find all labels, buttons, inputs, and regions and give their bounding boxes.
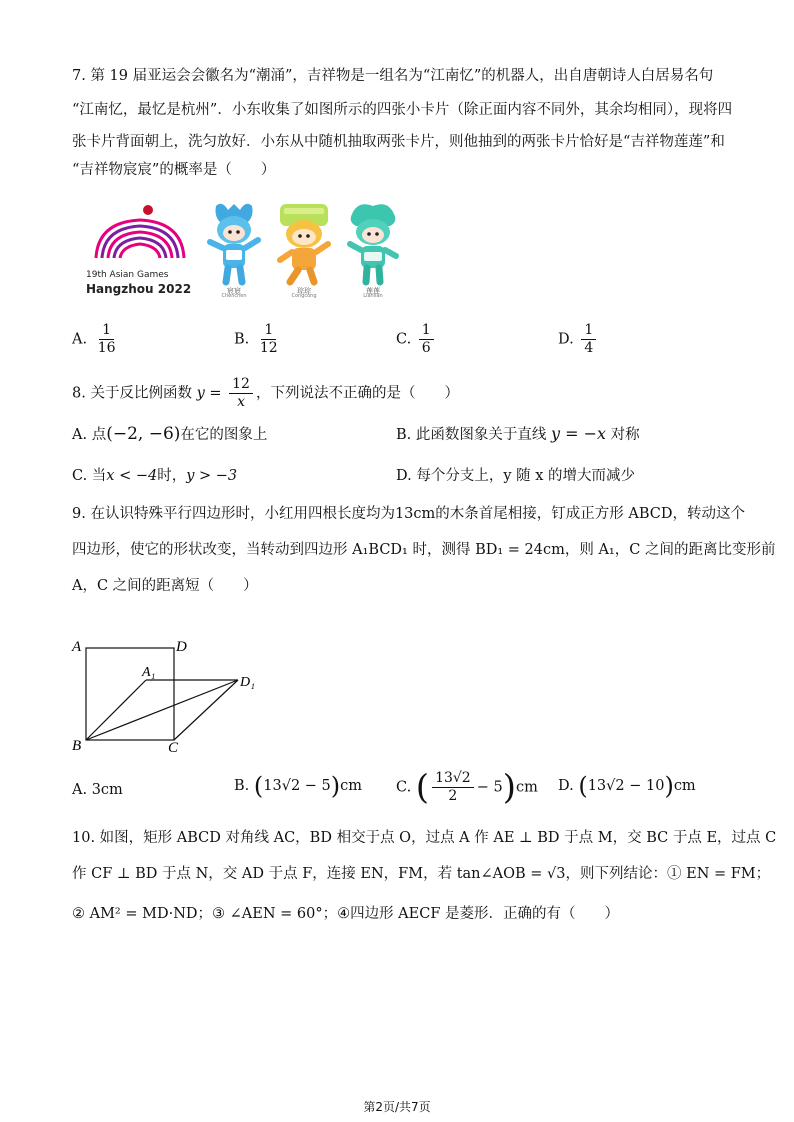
q9-option-a[interactable]: A. 3cm <box>72 782 123 798</box>
q7-option-b[interactable] <box>234 322 284 357</box>
q7-option-a-fraction <box>95 322 119 357</box>
q7-option-d-label: D. <box>558 331 574 348</box>
segment-b-d1 <box>86 680 238 740</box>
q8-option-c-text: C. 当 <box>72 468 107 484</box>
q7-line-2: “江南忆，最忆是杭州”．小东收集了如图所示的四张小卡片（除正面内容不同外，其余均相同），现将四 <box>72 102 733 118</box>
label-d: D <box>176 639 187 655</box>
q9-option-c-num: 13√2 <box>432 770 474 788</box>
q9-option-b[interactable]: B. (13√2 − 5)cm <box>234 772 363 800</box>
q8-func-num: 12 <box>229 376 253 394</box>
q7-option-d[interactable] <box>558 322 599 357</box>
mascot-lianlian-icon <box>340 200 406 286</box>
label-a1: A₁ <box>142 665 156 680</box>
q9-line-2: 四边形，使它的形状改变，当转动到四边形 A₁BCD₁ 时，测得 BD₁ = 24cm，则 A₁，C 之间的距离比变形前 <box>72 542 776 558</box>
mascot-name-lianlian: 莲莲 <box>366 287 380 295</box>
segment-c-d1 <box>174 680 238 740</box>
label-b: B <box>72 738 82 754</box>
q9-option-d[interactable]: D. (13√2 − 10)cm <box>558 772 696 800</box>
q7-option-c-fraction <box>419 322 434 357</box>
q8-option-a-label: A. 点 <box>72 427 107 443</box>
q8-func-eq: = <box>209 385 222 402</box>
mascot-lianlian-card <box>340 200 406 300</box>
q7-option-a[interactable] <box>72 322 122 357</box>
q9-option-c-den: 2 <box>448 788 458 804</box>
q9-line-1: 9. 在认识特殊平行四边形时，小红用四根长度均为13cm的木条首尾相接，钉成正方形 ABCD，转动这个 <box>72 506 745 522</box>
q7-line-1: 7. 第 19 届亚运会会徽名为“潮涌”，吉祥物是一组名为“江南忆”的机器人，出自唐朝诗人白居易名句 <box>72 68 714 84</box>
logo-caption-1: 19th Asian Games <box>86 270 169 280</box>
logo-caption-2: Hangzhou 2022 <box>86 282 192 296</box>
q9-option-d-unit: cm <box>673 778 696 794</box>
mascot-chenchen-card <box>202 200 266 300</box>
q9-option-b-label: B. <box>234 778 250 794</box>
q9-option-b-unit: cm <box>340 778 363 794</box>
q9-option-d-expr: 13√2 − 10 <box>587 778 665 794</box>
mascot-pinyin-congcong: Congcong <box>291 293 317 299</box>
q9-option-c-label: C. <box>396 779 412 796</box>
q7-option-d-den: 4 <box>584 340 594 356</box>
label-a: A <box>72 639 82 655</box>
q8-stem <box>72 376 459 411</box>
q7-option-c-label: C. <box>396 331 412 348</box>
segment-b-a1 <box>86 680 146 740</box>
q8-option-b-text: B. 此函数图象关于直线 <box>396 427 547 443</box>
label-d1: D₁ <box>240 675 255 690</box>
q8-func-y: y <box>196 385 205 402</box>
q8-option-b-math: y = −x <box>550 424 607 443</box>
mascot-chenchen-icon <box>202 200 266 286</box>
mascot-pinyin-chenchen: Chenchen <box>221 293 247 299</box>
mascot-name-congcong: 琮琮 <box>297 287 311 295</box>
q7-option-b-num: 1 <box>261 322 276 340</box>
q7-option-b-label: B. <box>234 331 250 348</box>
q8-option-c[interactable] <box>72 466 237 486</box>
q8-option-a-post: 在它的图象上 <box>180 427 268 443</box>
q7-line-3: 张卡片背面朝上，洗匀放好．小东从中随机抽取两张卡片，则他抽到的两张卡片恰好是“吉祥物莲莲”和 <box>72 134 725 150</box>
q8-func-fraction <box>229 376 253 411</box>
asian-games-logo-card <box>84 200 196 300</box>
q9-option-c-unit: cm <box>515 779 538 796</box>
q7-option-d-fraction <box>581 322 596 357</box>
q10-line-2: 作 CF ⊥ BD 于点 N，交 AD 于点 F，连接 EN，FM，若 tan∠AOB = √3，则下列结论：① EN = FM； <box>72 866 771 882</box>
q8-option-a-point: (−2, −6) <box>106 424 181 444</box>
mascot-congcong-card <box>270 200 338 300</box>
q8-stem-post: ，下列说法不正确的是（ ） <box>255 385 459 402</box>
q9-option-c-tail: − 5 <box>476 779 503 796</box>
q7-option-c[interactable] <box>396 322 437 357</box>
q7-line-4: “吉祥物宸宸”的概率是（ ） <box>72 162 276 178</box>
q8-stem-pre: 8. 关于反比例函数 <box>72 385 192 402</box>
q8-option-c-math1: x < −4 <box>106 468 158 484</box>
q8-option-a[interactable] <box>72 424 267 445</box>
q7-option-b-den: 12 <box>259 340 278 356</box>
q9-geometry-figure <box>64 630 274 754</box>
q8-option-b-post: 对称 <box>610 427 640 443</box>
q7-option-b-fraction <box>257 322 281 357</box>
page-number: 第2页/共7页 <box>363 1100 431 1114</box>
q10-line-1: 10. 如图，矩形 ABCD 对角线 AC，BD 相交于点 O，过点 A 作 AE ⊥ BD 于点 M，交 BC 于点 E，过点 C <box>72 830 777 846</box>
q10-line-3: ② AM² = MD·ND；③ ∠AEN = 60°；④四边形 AECF 是菱形．正确的有（ ） <box>72 906 619 922</box>
q9-option-c-fraction <box>432 770 474 805</box>
label-c: C <box>168 740 179 754</box>
q8-option-d[interactable]: D. 每个分支上，y 随 x 的增大而减少 <box>396 468 636 484</box>
q8-option-c-math2: y > −3 <box>186 468 238 484</box>
mascot-congcong-icon <box>270 200 338 286</box>
q9-option-d-label: D. <box>558 778 574 794</box>
q7-option-a-num: 1 <box>99 322 114 340</box>
q7-option-a-den: 16 <box>97 340 116 356</box>
mascot-name-chenchen: 宸宸 <box>227 287 241 295</box>
q7-option-d-num: 1 <box>581 322 596 340</box>
q7-option-c-den: 6 <box>421 340 431 356</box>
q8-option-c-mid: 时， <box>157 468 187 484</box>
q7-option-c-num: 1 <box>419 322 434 340</box>
q8-func-den: x <box>237 394 245 410</box>
q7-option-a-label: A. <box>72 331 88 348</box>
q9-line-3: A，C 之间的距离短（ ） <box>72 578 258 594</box>
q9-option-b-expr: 13√2 − 5 <box>263 778 331 794</box>
mascot-pinyin-lianlian: Lianlian <box>363 293 383 299</box>
q9-option-c[interactable]: C. ( $\frac{13√2}{2}$ − 5)cm <box>396 767 538 808</box>
q8-option-b[interactable] <box>396 424 640 445</box>
